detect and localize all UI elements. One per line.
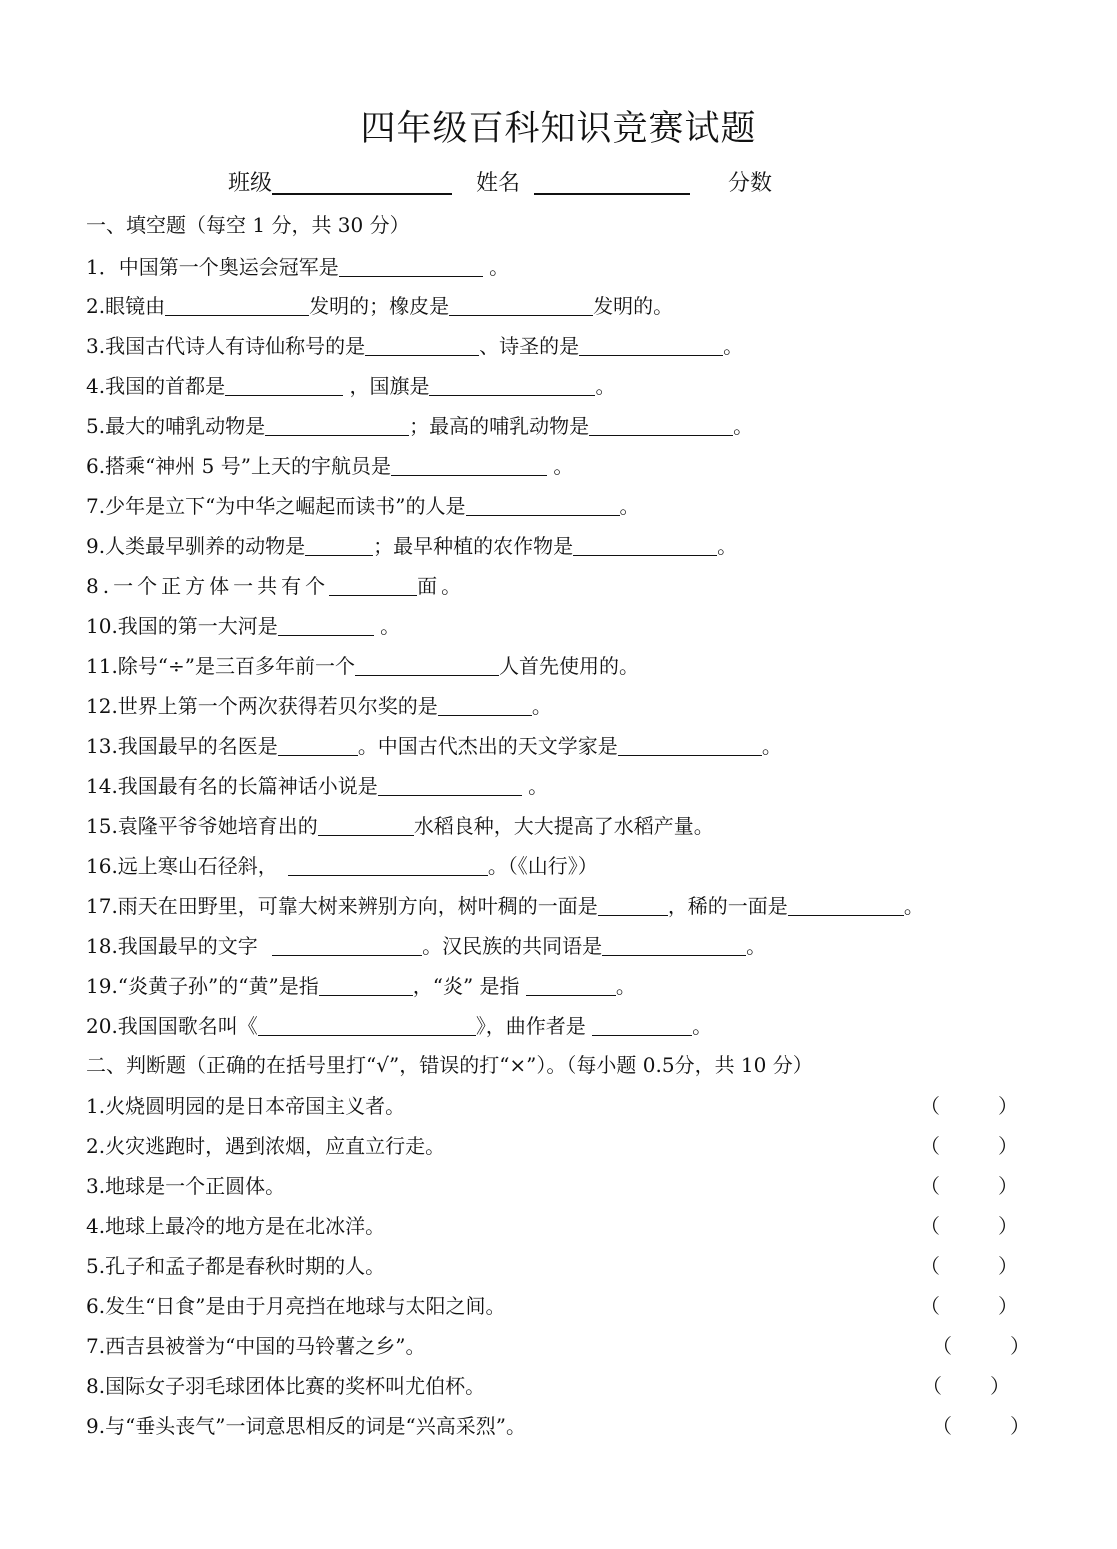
judge-item-1: 1.火烧圆明园的是日本帝国主义者。: [86, 1094, 406, 1118]
answer-paren[interactable]: （ ）: [932, 1414, 1030, 1438]
question-2: 2.眼镜由 发明的；橡皮是 发明的。: [86, 288, 673, 324]
answer-blank[interactable]: [449, 288, 593, 316]
answer-blank[interactable]: [598, 888, 668, 916]
judge-item-6: 6.发生“日食”是由于月亮挡在地球与太阳之间。: [86, 1294, 506, 1318]
question-11: 11.除号“÷”是三百多年前一个 人首先使用的。: [86, 648, 639, 684]
question-7: 7.少年是立下“为中华之崛起而读书”的人是 。: [86, 488, 640, 524]
question-19: 19.“炎黄子孙”的“黄”是指 ，“炎” 是指 。: [86, 968, 636, 1004]
answer-blank[interactable]: [391, 448, 547, 476]
answer-paren[interactable]: （ ）: [920, 1214, 1018, 1238]
judge-item-9: 9.与“垂头丧气”一词意思相反的词是“兴高采烈”。: [86, 1414, 526, 1438]
answer-blank[interactable]: [788, 888, 904, 916]
answer-blank[interactable]: [429, 368, 595, 396]
judge-item-7: 7.西吉县被誉为“中国的马铃薯之乡”。: [86, 1334, 426, 1358]
answer-blank[interactable]: [378, 768, 522, 796]
answer-paren[interactable]: （ ）: [920, 1134, 1018, 1158]
question-20: 20.我国国歌名叫《 》，曲作者是 。: [86, 1008, 712, 1044]
answer-blank[interactable]: [305, 528, 373, 556]
answer-paren[interactable]: （ ）: [932, 1334, 1030, 1358]
answer-paren[interactable]: （ ）: [920, 1174, 1018, 1198]
section1-heading: 一、填空题（每空 1 分，共 30 分）: [86, 213, 410, 237]
student-info-row: [228, 166, 772, 202]
section2-heading: 二、判断题（正确的在括号里打“√”，错误的打“×”）。（每小题 0.5分，共 10 分）: [86, 1053, 813, 1077]
question-1: 1．中国第一个奥运会冠军是 。: [86, 249, 509, 285]
answer-blank[interactable]: [165, 288, 309, 316]
answer-blank[interactable]: [365, 328, 479, 356]
answer-blank[interactable]: [466, 488, 620, 516]
answer-blank[interactable]: [278, 728, 358, 756]
judge-item-8: 8.国际女子羽毛球团体比赛的奖杯叫尤伯杯。: [86, 1374, 486, 1398]
question-8: 8.一个正方体一共有个 面。: [86, 568, 465, 604]
question-12: 12.世界上第一个两次获得若贝尔奖的是 。: [86, 688, 552, 724]
judge-item-3: 3.地球是一个正圆体。: [86, 1174, 286, 1198]
answer-blank[interactable]: [339, 249, 483, 277]
answer-blank[interactable]: [618, 728, 762, 756]
score-label: 分数: [728, 171, 773, 196]
question-10: 10.我国的第一大河是 。: [86, 608, 400, 644]
judge-item-5: 5.孔子和孟子都是春秋时期的人。: [86, 1254, 386, 1278]
answer-blank[interactable]: [573, 528, 717, 556]
answer-paren[interactable]: （ ）: [920, 1294, 1018, 1318]
question-4: 4.我国的首都是 ，国旗是 。: [86, 368, 615, 404]
answer-blank[interactable]: [579, 328, 723, 356]
answer-blank[interactable]: [602, 928, 746, 956]
question-13: 13.我国最早的名医是 。中国古代杰出的天文学家是 。: [86, 728, 782, 764]
answer-blank[interactable]: [355, 648, 499, 676]
question-15: 15.袁隆平爷爷她培育出的 水稻良种，大大提高了水稻产量。: [86, 808, 714, 844]
class-blank[interactable]: [272, 166, 452, 195]
answer-blank[interactable]: [265, 408, 409, 436]
answer-blank[interactable]: [225, 368, 343, 396]
answer-blank[interactable]: [319, 968, 413, 996]
question-17: 17.雨天在田野里，可靠大树来辨别方向，树叶稠的一面是 ，稀的一面是 。: [86, 888, 924, 924]
question-9: 9.人类最早驯养的动物是 ；最早种植的农作物是 。: [86, 528, 737, 564]
page-title: 四年级百科知识竞赛试题: [360, 109, 757, 149]
name-label: 姓名: [476, 171, 521, 196]
class-label: 班级: [228, 171, 273, 196]
question-3: 3.我国古代诗人有诗仙称号的是 、诗圣的是 。: [86, 328, 743, 364]
answer-paren[interactable]: （ ）: [920, 1094, 1018, 1118]
question-16: 16.远上寒山石径斜， 。（《山行》）: [86, 848, 598, 884]
question-18: 18.我国最早的文字 。汉民族的共同语是 。: [86, 928, 766, 964]
answer-blank[interactable]: [278, 608, 374, 636]
judge-item-2: 2.火灾逃跑时，遇到浓烟，应直立行走。: [86, 1134, 446, 1158]
answer-blank[interactable]: [329, 568, 417, 596]
answer-blank[interactable]: [318, 808, 414, 836]
answer-blank[interactable]: [526, 968, 616, 996]
question-14: 14.我国最有名的长篇神话小说是 。: [86, 768, 548, 804]
answer-blank[interactable]: [438, 688, 532, 716]
question-6: 6.搭乘“神州 5 号”上天的宇航员是 。: [86, 448, 573, 484]
answer-paren[interactable]: （ ）: [920, 1254, 1018, 1278]
answer-paren[interactable]: （ ）: [922, 1374, 1010, 1398]
answer-blank[interactable]: [288, 848, 488, 876]
answer-blank[interactable]: [589, 408, 733, 436]
answer-blank[interactable]: [272, 928, 422, 956]
answer-blank[interactable]: [592, 1008, 692, 1036]
judge-item-4: 4.地球上最冷的地方是在北冰洋。: [86, 1214, 386, 1238]
answer-blank[interactable]: [258, 1008, 476, 1036]
name-blank[interactable]: [534, 166, 690, 195]
question-5: 5.最大的哺乳动物是 ；最高的哺乳动物是 。: [86, 408, 753, 444]
